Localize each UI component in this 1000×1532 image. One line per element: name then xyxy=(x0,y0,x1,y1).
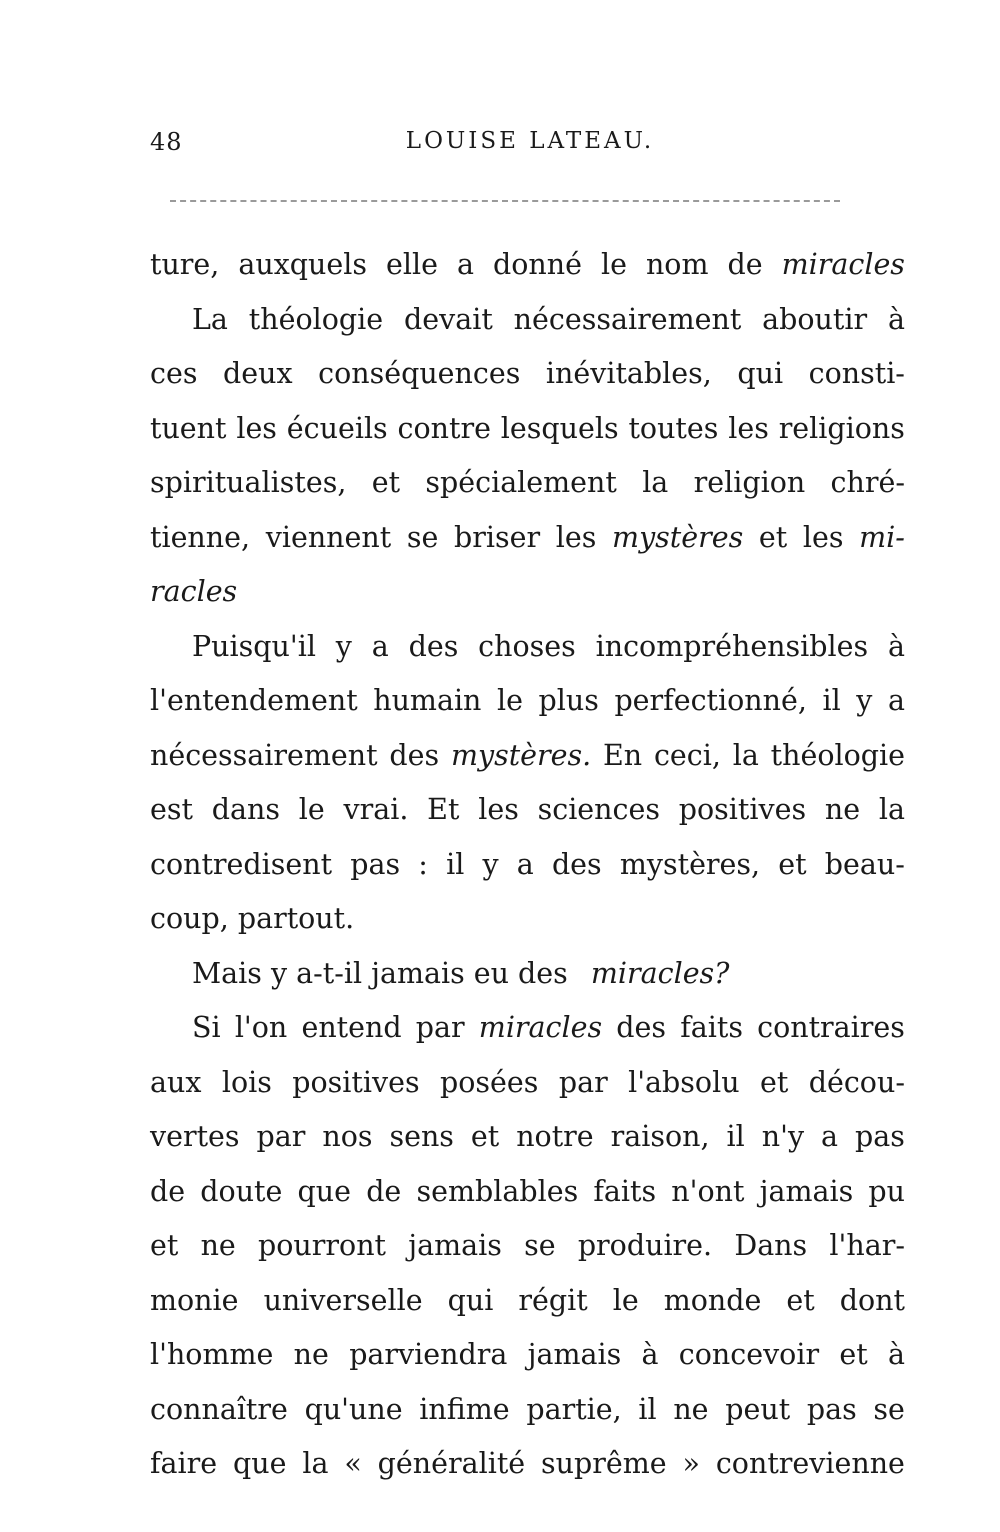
word: plus xyxy=(538,684,599,717)
word: les xyxy=(236,411,277,445)
text-segment: miracles? xyxy=(590,956,730,990)
word: à xyxy=(641,1338,659,1371)
word: pas xyxy=(350,847,401,881)
text-line xyxy=(150,1056,905,1111)
word: faits xyxy=(680,1011,743,1044)
word: et xyxy=(150,1229,179,1262)
word: concevoir xyxy=(678,1338,820,1371)
word: qui xyxy=(737,357,784,390)
word: semblables xyxy=(416,1174,579,1208)
word: que xyxy=(297,1174,352,1208)
word: humain xyxy=(373,684,482,717)
text-line xyxy=(150,565,905,620)
word: les xyxy=(728,411,769,445)
word: ne xyxy=(200,1229,236,1262)
body-text xyxy=(150,238,905,1492)
word: viennent xyxy=(265,520,392,554)
word: vertes xyxy=(150,1120,240,1153)
word: par xyxy=(558,1065,608,1099)
word: contraires xyxy=(757,1011,905,1044)
word: dans xyxy=(211,793,280,826)
word: le xyxy=(612,1283,639,1317)
word: ne xyxy=(673,1392,709,1426)
word: mi- xyxy=(859,520,905,554)
word: contre xyxy=(397,411,491,445)
text-line xyxy=(150,838,905,893)
text-line xyxy=(150,892,905,947)
word: de xyxy=(366,1174,402,1208)
text-line xyxy=(150,1328,905,1383)
text-line xyxy=(150,347,905,402)
word: spiritualistes, xyxy=(150,466,347,499)
word: se xyxy=(873,1392,905,1426)
word: devait xyxy=(404,302,493,336)
word: raison, xyxy=(610,1120,710,1153)
word: lesquels xyxy=(500,411,619,445)
word: miracles xyxy=(478,1011,603,1044)
word: suprême xyxy=(541,1447,667,1480)
word: religions xyxy=(778,411,905,445)
word: aux xyxy=(150,1065,202,1099)
word: la xyxy=(302,1447,329,1480)
word: et xyxy=(758,520,788,554)
word: l'on xyxy=(234,1011,288,1044)
word: de xyxy=(727,248,763,281)
word: l'absolu xyxy=(628,1065,740,1099)
running-title: LOUISE LATEAU. xyxy=(405,128,655,154)
word: pas xyxy=(806,1392,857,1426)
word: beau- xyxy=(824,847,905,881)
word: écueils xyxy=(286,411,388,445)
word: tienne, xyxy=(150,520,251,554)
word: des xyxy=(389,738,440,772)
word: notre xyxy=(516,1120,594,1153)
word: religion xyxy=(693,466,806,499)
word: a xyxy=(371,629,389,663)
text-line xyxy=(150,729,905,784)
word: le xyxy=(496,684,523,717)
text-line xyxy=(150,456,905,511)
word: miracles xyxy=(781,248,905,281)
word: a xyxy=(516,847,534,881)
text-line xyxy=(150,1383,905,1438)
word: ture, xyxy=(150,248,220,281)
word: a xyxy=(821,1120,839,1153)
word: jamais xyxy=(527,1338,622,1371)
word: nos xyxy=(322,1120,373,1153)
word: jamais xyxy=(408,1229,502,1262)
page-number: 48 xyxy=(150,128,183,156)
word: et xyxy=(759,1065,789,1099)
word: chré- xyxy=(830,466,905,499)
word: les xyxy=(802,520,844,554)
word: à xyxy=(887,1338,905,1371)
word: la xyxy=(878,793,905,826)
word: donné xyxy=(492,248,582,281)
word: mystères, xyxy=(619,847,761,881)
word: En xyxy=(603,738,643,772)
word: de xyxy=(150,1174,186,1208)
text-line xyxy=(150,1110,905,1165)
text-line xyxy=(150,674,905,729)
word: y xyxy=(482,847,499,881)
word: théologie xyxy=(770,738,905,772)
word: décou- xyxy=(808,1065,905,1099)
word: incompréhensibles xyxy=(595,629,869,663)
word: l'entendement xyxy=(150,684,358,717)
word: « xyxy=(344,1447,362,1480)
page-header xyxy=(150,128,910,168)
text-line xyxy=(150,511,905,566)
text-segment: coup, partout. xyxy=(150,902,355,935)
word: monde xyxy=(663,1283,762,1317)
word: que xyxy=(233,1447,287,1480)
word: universelle xyxy=(263,1283,423,1317)
word: lois xyxy=(221,1065,272,1099)
word: à xyxy=(887,302,905,336)
word: nécessairement xyxy=(150,738,378,772)
word: parviendra xyxy=(349,1338,508,1371)
word: les xyxy=(555,520,597,554)
word: des xyxy=(551,847,602,881)
word: vrai. xyxy=(343,793,409,826)
word: Puisqu'il xyxy=(192,629,316,663)
word: deux xyxy=(223,357,293,390)
word: a xyxy=(456,248,474,281)
text-line xyxy=(150,1219,905,1274)
word: conséquences xyxy=(318,357,521,390)
word: elle xyxy=(386,248,438,281)
word: et xyxy=(470,1120,500,1153)
word: ces xyxy=(150,357,198,390)
text-line xyxy=(150,402,905,457)
word: nom xyxy=(645,248,709,281)
word: les xyxy=(478,793,519,826)
word: à xyxy=(887,629,905,663)
word: pu xyxy=(868,1174,905,1208)
word: sciences xyxy=(537,793,660,826)
word: inévitables, xyxy=(545,357,712,390)
word: nécessairement xyxy=(513,302,742,336)
text-line xyxy=(150,293,905,348)
text-line xyxy=(150,1165,905,1220)
word: toutes xyxy=(628,411,719,445)
word: mystères. xyxy=(450,738,592,772)
word: faits xyxy=(593,1174,657,1208)
word: y xyxy=(335,629,352,663)
word: qu'une xyxy=(304,1392,403,1426)
text-segment: Mais y a-t-il jamais eu des xyxy=(192,956,577,990)
word: positives xyxy=(678,793,807,826)
word: sens xyxy=(389,1120,454,1153)
word: Si xyxy=(192,1011,221,1044)
word: théologie xyxy=(248,302,384,336)
word: » xyxy=(682,1447,700,1480)
word: l'homme xyxy=(150,1338,274,1371)
text-line xyxy=(150,620,905,675)
word: contrevienne xyxy=(715,1447,905,1480)
word: l'har- xyxy=(829,1229,905,1262)
word: dont xyxy=(839,1283,905,1317)
word: perfectionné, xyxy=(614,684,807,717)
word: généralité xyxy=(377,1447,526,1480)
word: positives xyxy=(292,1065,420,1099)
text-line xyxy=(150,238,905,293)
word: pourront xyxy=(258,1229,387,1262)
word: partie, xyxy=(526,1392,622,1426)
word: et xyxy=(786,1283,815,1317)
word: pas xyxy=(854,1120,905,1153)
word: La xyxy=(192,302,228,336)
word: tuent xyxy=(150,411,227,445)
word: posées xyxy=(440,1065,539,1099)
text-line xyxy=(150,947,905,1002)
word: est xyxy=(150,793,193,826)
word: il xyxy=(822,684,841,717)
word: jamais xyxy=(759,1174,854,1208)
word: des xyxy=(408,629,459,663)
word: régit xyxy=(518,1283,588,1317)
word: monie xyxy=(150,1283,239,1317)
text-line xyxy=(150,1437,905,1492)
word: il xyxy=(726,1120,745,1153)
word: le xyxy=(298,793,325,826)
word: et xyxy=(371,466,401,499)
word: y xyxy=(856,684,873,717)
word: n'ont xyxy=(671,1174,745,1208)
word: ceci, xyxy=(653,738,721,772)
word: ne xyxy=(293,1338,329,1371)
text-segment: racles xyxy=(150,575,238,608)
word: ne xyxy=(824,793,861,826)
word: consti- xyxy=(808,357,905,390)
word: mystères xyxy=(612,520,744,554)
word: des xyxy=(616,1011,667,1044)
word: il xyxy=(446,847,465,881)
word: se xyxy=(524,1229,556,1262)
word: spécialement xyxy=(425,466,617,499)
word: peut xyxy=(725,1392,791,1426)
word: le xyxy=(600,248,627,281)
header-rule xyxy=(170,200,840,202)
word: se xyxy=(406,520,439,554)
word: la xyxy=(642,466,669,499)
text-line xyxy=(150,1001,905,1056)
word: et xyxy=(839,1338,868,1371)
text-line xyxy=(150,1274,905,1329)
word: briser xyxy=(454,520,541,554)
word: connaître xyxy=(150,1392,288,1426)
word: n'y xyxy=(761,1120,805,1153)
word: choses xyxy=(478,629,576,663)
word: : xyxy=(418,847,428,881)
word: par xyxy=(415,1011,465,1044)
word: doute xyxy=(200,1174,283,1208)
word: aboutir xyxy=(762,302,868,336)
text-line xyxy=(150,783,905,838)
word: qui xyxy=(447,1283,494,1317)
word: auxquels xyxy=(238,248,367,281)
word: la xyxy=(732,738,759,772)
word: il xyxy=(638,1392,657,1426)
word: et xyxy=(778,847,807,881)
word: produire. xyxy=(577,1229,713,1262)
word: infime xyxy=(419,1392,510,1426)
word: faire xyxy=(150,1447,218,1480)
word: entend xyxy=(301,1011,402,1044)
word: par xyxy=(256,1120,306,1153)
word: contredisent xyxy=(150,847,333,881)
word: a xyxy=(887,684,905,717)
word: Et xyxy=(427,793,460,826)
word: Dans xyxy=(734,1229,808,1262)
